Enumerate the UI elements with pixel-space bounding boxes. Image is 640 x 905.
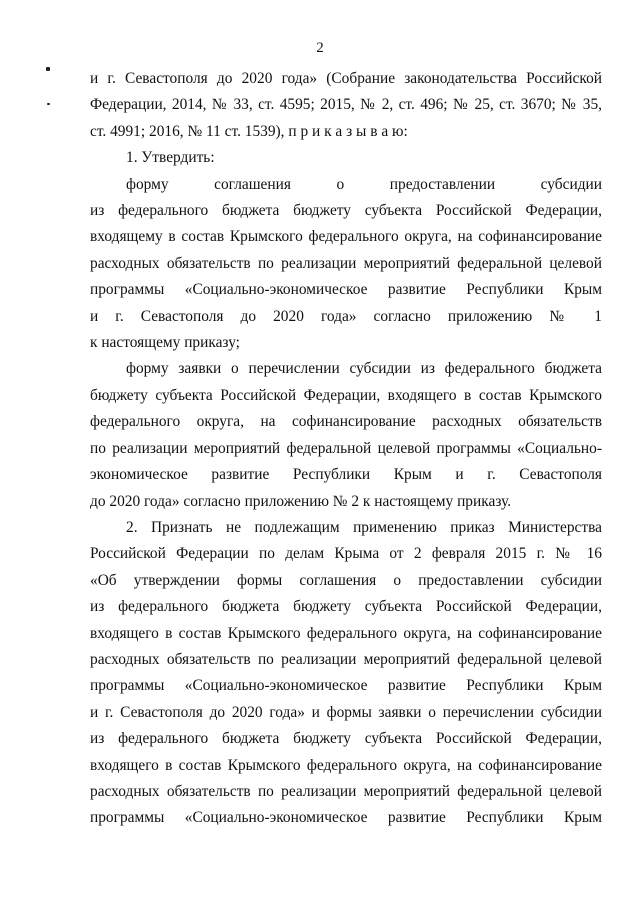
clause-2-heading: 2. Признать не подлежащим применению приказ Министерства bbox=[126, 518, 602, 536]
text-line: из федерального бюджета бюджету субъекта Российской Федерации, bbox=[90, 598, 602, 616]
text-line: экономическое развитие Республики Крым и г. Севастополя bbox=[90, 466, 602, 484]
text-line: по реализации мероприятий федеральной целевой программы «Социально- bbox=[90, 439, 602, 457]
text-line: форму заявки о перечислении субсидии из федерального бюджета bbox=[126, 360, 602, 378]
text-line: бюджету субъекта Российской Федерации, входящего в состав Крымского bbox=[90, 386, 602, 404]
text-line: программы «Социально-экономическое развитие Республики Крым bbox=[90, 281, 602, 299]
text-line: до 2020 года» согласно приложению № 2 к настоящему приказу. bbox=[90, 492, 512, 510]
text-line: входящего в состав Крымского федерального округа, на софинансирование bbox=[90, 624, 602, 642]
text-line: «Об утверждении формы соглашения о предоставлении субсидии bbox=[90, 571, 602, 589]
text-line: ст. 4991; 2016, № 11 ст. 1539), п р и к а з ы в а ю: bbox=[90, 122, 408, 140]
text-line: программы «Социально-экономическое развитие Республики Крым bbox=[90, 677, 602, 695]
text-line: из федерального бюджета бюджету субъекта Российской Федерации, bbox=[90, 730, 602, 748]
text-line: входящему в состав Крымского федерального округа, на софинансирование bbox=[90, 228, 602, 246]
document-body bbox=[90, 66, 602, 832]
text-line: программы «Социально-экономическое развитие Республики Крым bbox=[90, 809, 602, 827]
text-line: Российской Федерации по делам Крыма от 2 февраля 2015 г. № 16 bbox=[90, 545, 602, 563]
text-line: и г. Севастополя до 2020 года» согласно приложению № 1 bbox=[90, 307, 602, 325]
margin-mark bbox=[47, 103, 50, 105]
text-line: расходных обязательств по реализации мероприятий федеральной целевой bbox=[90, 254, 602, 272]
clause-1-heading: 1. Утвердить: bbox=[126, 149, 215, 167]
page-number: 2 bbox=[316, 40, 324, 56]
text-line: расходных обязательств по реализации мероприятий федеральной целевой bbox=[90, 782, 602, 800]
text-line: и г. Севастополя до 2020 года» (Собрание законодательства Российской bbox=[90, 70, 602, 87]
text-line: и г. Севастополя до 2020 года» и формы заявки о перечислении субсидии bbox=[90, 703, 602, 721]
text-line: из федерального бюджета бюджету субъекта Российской Федерации, bbox=[90, 202, 602, 220]
text-line: Федерации, 2014, № 33, ст. 4595; 2015, № 2, ст. 496; № 25, ст. 3670; № 35, bbox=[90, 96, 602, 114]
text-line: входящего в состав Крымского федерального округа, на софинансирование bbox=[90, 756, 602, 774]
text-line: федерального округа, на софинансирование расходных обязательств bbox=[90, 413, 602, 431]
text-line: форму соглашения о предоставлении субсидии bbox=[126, 175, 602, 193]
margin-mark bbox=[46, 67, 50, 71]
text-line: расходных обязательств по реализации мероприятий федеральной целевой bbox=[90, 650, 602, 668]
text-line: к настоящему приказу; bbox=[90, 334, 240, 352]
